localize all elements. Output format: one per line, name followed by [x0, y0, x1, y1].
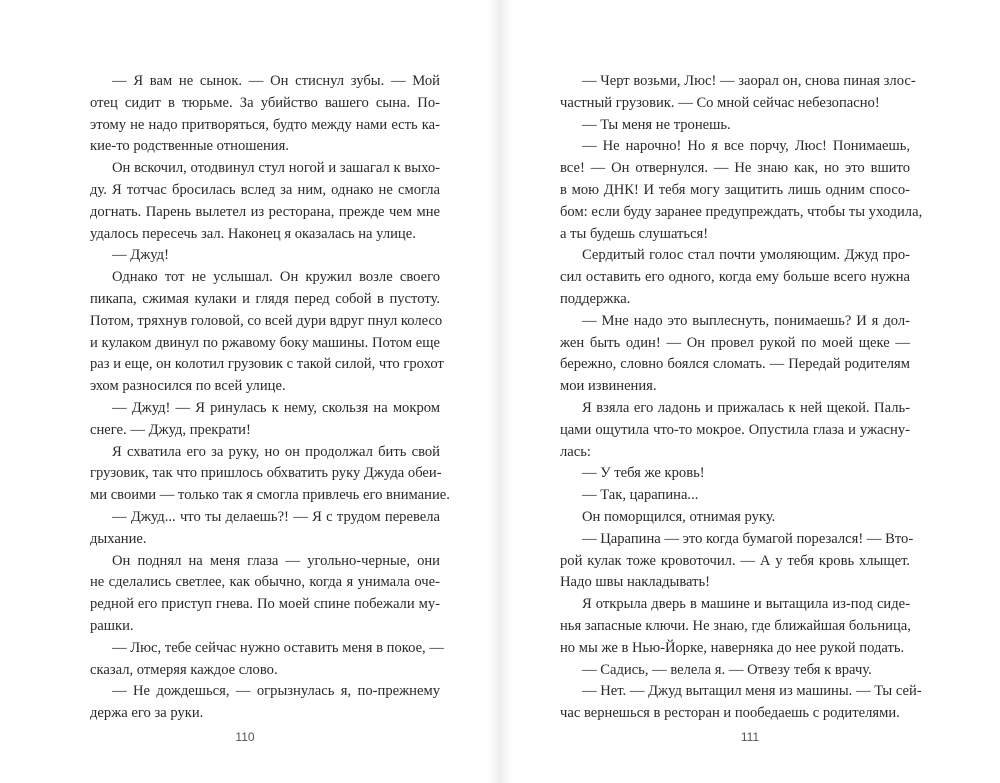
text-line: час вернешься в ресторан и пообедаешь с родителями.: [560, 705, 900, 722]
text-line: держа его за руки.: [90, 705, 204, 722]
text-line: жен быть один! — Он провел рукой по моей щеке —: [560, 334, 910, 351]
text-line: сил оставить его одного, когда ему больше всего нужна: [560, 269, 910, 286]
text-line: не сделались светлее, как обычно, когда я унимала оче-: [90, 574, 440, 591]
text-line: эхом разносился по всей улице.: [90, 378, 286, 395]
text-line: Он вскочил, отодвинул стул ногой и зашагал к выхо-: [112, 160, 440, 177]
text-line: нья запасные ключи. Не знаю, где ближайшая больница,: [560, 617, 911, 634]
text-line: грузовик, так что пришлось обхватить руку Джуда обеи-: [90, 465, 442, 482]
text-line: — Не нарочно! Но я все порчу, Люс! Понимаешь,: [582, 138, 910, 155]
text-line: снеге. — Джуд, прекрати!: [90, 421, 251, 438]
page-gutter: [488, 0, 512, 783]
text-line: но мы же в Нью-Йорке, наверняка до нее рукой подать.: [560, 639, 905, 656]
text-line: Надо швы накладывать!: [560, 574, 711, 591]
text-line: — Черт возьми, Люс! — заорал он, снова пиная злос-: [582, 73, 916, 89]
text-line: догнать. Парень вылетел из ресторана, прежде чем мне: [90, 203, 440, 220]
text-line: дыхание.: [90, 530, 147, 547]
text-line: рой кулак тоже кровоточил. — А у тебя кровь хлыщет.: [560, 552, 910, 569]
text-line: — Садись, — велела я. — Отвезу тебя к врачу.: [582, 661, 872, 678]
text-line: Я схватила его за руку, но он продолжал бить свой: [112, 443, 440, 460]
text-line: все! — Он отвернулся. — Не знаю как, но это вшито: [560, 160, 910, 177]
text-line: — Я вам не сынок. — Он стиснул зубы. — Мой: [112, 73, 440, 89]
text-line: сказал, отмеряя каждое слово.: [90, 661, 278, 678]
text-line: удалось пересечь зал. Наконец я оказалась на улице.: [90, 225, 416, 242]
text-line: — Не дождешься, — огрызнулась я, по-прежнему: [112, 683, 440, 700]
left-page-text: [90, 71, 450, 725]
text-line: — Джуд! — Я ринулась к нему, скользя на мокром: [112, 399, 440, 416]
text-line: — Так, царапина...: [582, 487, 699, 504]
text-line: ми своими — только так я смогла привлечь его внимание.: [90, 487, 450, 504]
text-line: бережно, словно боялся сломать. — Передай родителям: [560, 356, 910, 373]
text-line: — Ты меня не тронешь.: [582, 116, 731, 133]
text-line: кие-то родственные отношения.: [90, 138, 289, 155]
text-line: Однако тот не услышал. Он кружил возле своего: [112, 269, 440, 286]
text-line: бом: если буду заранее предупреждать, чтобы ты уходила,: [560, 203, 923, 220]
text-line: Я открыла дверь в машине и вытащила из-под сиде-: [582, 596, 910, 613]
text-line: — Нет. — Джуд вытащил меня из машины. — Ты сей-: [582, 683, 922, 700]
text-line: лась:: [560, 443, 591, 460]
text-line: рашки.: [90, 617, 134, 634]
text-line: — У тебя же кровь!: [582, 465, 705, 482]
text-line: Я взяла его ладонь и прижалась к ней щекой. Паль-: [582, 399, 910, 416]
text-line: а ты будешь слушаться!: [560, 225, 709, 242]
text-line: Он поднял на меня глаза — угольно-черные, они: [112, 552, 440, 569]
text-line: — Царапина — это когда бумагой порезался! — Вто-: [582, 530, 914, 547]
text-line: ду. Я тотчас бросилась вслед за ним, однако не смогла: [90, 181, 440, 198]
text-line: частный грузовик. — Со мной сейчас небезопасно!: [560, 94, 880, 111]
page-number-left: 110: [235, 730, 255, 744]
text-line: редной его приступ гнева. По моей спине побежали му-: [90, 596, 440, 613]
text-line: — Джуд!: [112, 247, 169, 264]
text-line: — Джуд... что ты делаешь?! — Я с трудом перевела: [112, 508, 440, 525]
text-line: Он поморщился, отнимая руку.: [582, 508, 776, 525]
text-line: цами ощутила что-то мокрое. Опустила глаза и ужасну-: [560, 421, 910, 438]
text-line: пикапа, сжимая кулаки и глядя перед собой в пустоту.: [90, 290, 440, 307]
text-line: этому не надо притворяться, будто между нами есть ка-: [90, 116, 440, 133]
text-line: отец сидит в тюрьме. За убийство вашего сына. По-: [90, 94, 440, 111]
text-line: раз и еще, он колотил грузовик с такой силой, что грохот: [90, 356, 444, 373]
text-line: мои извинения.: [560, 378, 657, 395]
text-line: поддержка.: [560, 290, 631, 307]
text-line: — Люс, тебе сейчас нужно оставить меня в покое, —: [112, 639, 444, 656]
text-line: и кулаком двинул по ржавому боку машины. Потом еще: [90, 334, 440, 351]
text-line: Потом, тряхнув головой, со всей дури вдруг пнул колесо: [90, 312, 443, 329]
page-number-right: 111: [740, 730, 760, 744]
text-line: в мою ДНК! И тебя могу защитить лишь одним спосо-: [560, 181, 910, 198]
text-line: — Мне надо это выплеснуть, понимаешь? И я дол-: [582, 312, 910, 329]
right-page-text: [560, 71, 923, 725]
text-line: Сердитый голос стал почти умоляющим. Джуд про-: [582, 247, 910, 264]
